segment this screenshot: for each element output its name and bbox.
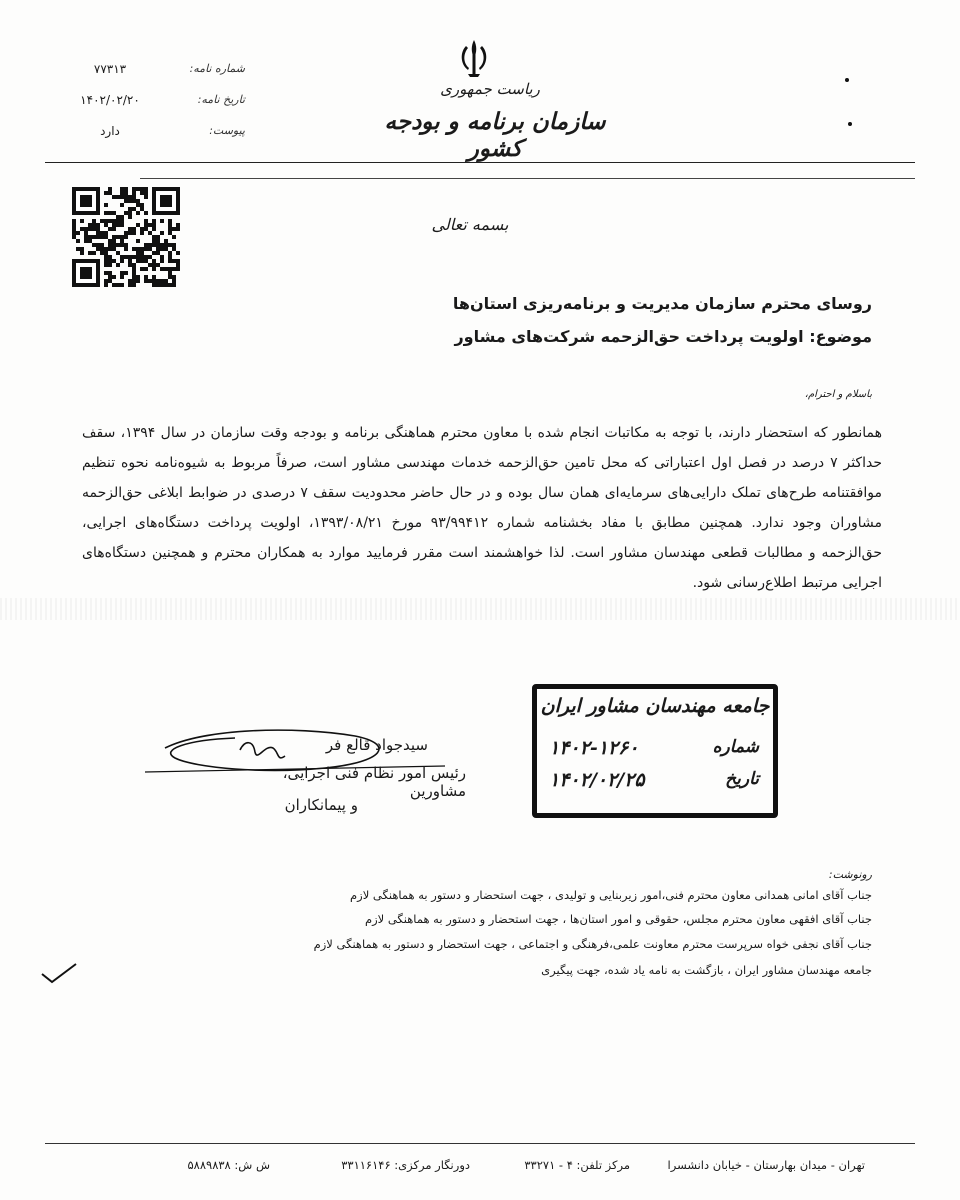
- stamp-date-row: [549, 769, 759, 795]
- salutation: باسلام و احترام،: [804, 389, 872, 400]
- cc-heading: رونوشت:: [828, 868, 872, 881]
- letter-date-value: ۱۴۰۲/۰۲/۲۰: [80, 93, 140, 107]
- scan-dot: [845, 78, 849, 82]
- letter-body: همانطور که استحضار دارند، با توجه به مکاتبات انجام شده با معاون محترم هماهنگی برنامه و بودجه وقت سازمان در سال ۱۳۹۴، سقف حداکثر ۷ درصد در فصل اول اعتباراتی که محل تامین حق‌الزحمه خدمات مهندسی مشاور است، صرفاً مربوط به شیوه‌نامه نحوه تنظیم موافقتنامه طرح‌های تملک دارایی‌های سرمایه‌ای همان سال بوده و در حال حاضر محدودیت سقف ۷ درصدی در ضوابط ابلاغی حق‌الزحمه مشاوران وجود ندارد. همچنین مطابق با مفاد بخشنامه شماره ۹۳/۹۹۴۱۲ مورخ ۱۳۹۳/۰۸/۲۱، اولویت پرداخت دستگاه‌های اجرایی، حق‌الزحمه و مطالبات قطعی مهندسان مشاور است. لذا خواهشمند است مقرر فرمایید موارد به همکاران محترم و همچنین دستگاه‌های اجرایی مرتبط اطلاع‌رسانی شود.: [82, 425, 883, 591]
- header-divider: [45, 162, 915, 163]
- letter-number-row: [55, 62, 245, 82]
- footer-address: تهران - میدان بهارستان - خیابان دانشسرا: [667, 1158, 865, 1172]
- footer-postal-code: ش ش: ۵۸۸۹۸۳۸: [187, 1158, 270, 1172]
- subject-line: موضوع: اولویت پرداخت حق‌الزحمه شرکت‌های مشاور: [454, 327, 872, 346]
- letter-date-label: تاریخ نامه:: [197, 93, 245, 106]
- checkmark-icon: [40, 960, 78, 986]
- cc-item: جناب آقای نجفی خواه سرپرست محترم معاونت علمی،فرهنگی و اجتماعی ، جهت استحضار و دستور به هماهنگی لازم: [313, 937, 872, 951]
- scan-artifact-band: [0, 598, 960, 620]
- attachment-row: [55, 124, 245, 144]
- stamp-date-label: تاریخ: [725, 769, 759, 789]
- stamp-title: جامعه مهندسان مشاور ایران: [540, 695, 770, 717]
- cc-item: جناب آقای افقهی معاون محترم مجلس، حقوقی و امور استان‌ها ، جهت استحضار و دستور به هماهنگی لازم: [364, 912, 872, 926]
- scan-dot: [848, 122, 852, 126]
- letter-number-label: شماره نامه:: [189, 62, 245, 75]
- stamp-date: ۱۴۰۲/۰۲/۲۵: [549, 769, 645, 791]
- stamp-number-label: شماره: [712, 737, 759, 757]
- attachment-value: دارد: [100, 124, 120, 138]
- signatory-title: رئیس امور نظام فنی اجرایی، مشاورین: [282, 764, 466, 800]
- basmala-heading: بسمه تعالی: [431, 215, 509, 234]
- footer-fax: دورنگار مرکزی: ۳۳۱۱۶۱۴۶: [341, 1158, 470, 1172]
- stamp-number: ۱۴۰۲-۱۲۶۰: [549, 737, 639, 759]
- attachment-label: پیوست:: [209, 124, 245, 137]
- header-divider-secondary: [140, 178, 915, 179]
- letter-date-row: [55, 93, 245, 113]
- signatory-name: سیدجواد قالع فر: [325, 736, 428, 754]
- org-name-title: سازمان برنامه و بودجه کشور: [384, 108, 606, 162]
- letter-number-value: ۷۷۳۱۳: [93, 62, 127, 76]
- cc-item: جناب آقای امانی همدانی معاون محترم فنی،امور زیربنایی و تولیدی ، جهت استحضار و دستور به هماهنگی لازم: [350, 888, 872, 902]
- recipient-line: روسای محترم سازمان مدیریت و برنامه‌ریزی استان‌ها: [452, 294, 872, 313]
- iran-emblem-icon: [452, 36, 496, 80]
- signatory-title-continued: و پیمانکاران: [284, 796, 358, 814]
- footer-switchboard: مرکز تلفن: ۴ - ۳۳۲۷۱: [524, 1158, 630, 1172]
- footer-divider: [45, 1143, 915, 1144]
- cc-item: جامعه مهندسان مشاور ایران ، بازگشت به نامه یاد شده، جهت پیگیری: [541, 963, 872, 977]
- stamp-number-row: [549, 737, 759, 763]
- qr-code-icon: [72, 187, 180, 287]
- registration-stamp: [532, 684, 778, 818]
- org-sub-title: ریاست جمهوری: [440, 80, 540, 98]
